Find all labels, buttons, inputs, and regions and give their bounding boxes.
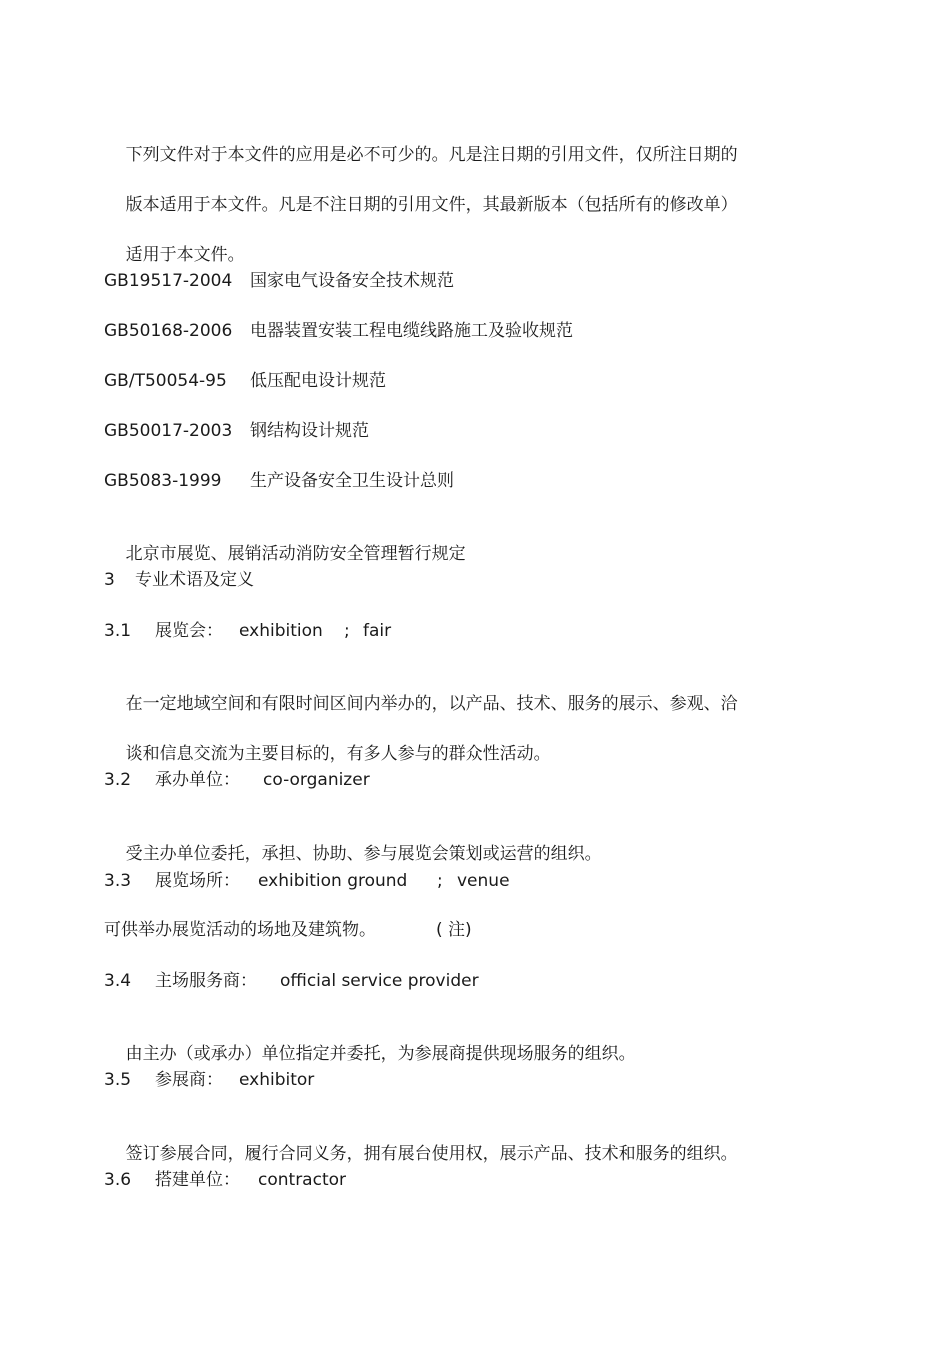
paragraph-text: 适用于本文件。 <box>125 245 245 265</box>
standard-code: GB50168-2006 <box>104 321 233 341</box>
term-heading <box>104 768 370 792</box>
standard-row <box>104 469 454 493</box>
paragraph-text: 谈和信息交流为主要目标的，有多人参与的群众性活动。 <box>125 744 551 764</box>
term-heading <box>104 1168 346 1192</box>
term-name: 承办单位： <box>155 770 240 790</box>
term-heading <box>104 619 392 643</box>
paragraph-text: 北京市展览、展销活动消防安全管理暂行规定 <box>125 544 466 564</box>
standard-title: 国家电气设备安全技术规范 <box>250 271 454 291</box>
paragraph-text: 由主办（或承办）单位指定并委托，为参展商提供现场服务的组织。 <box>125 1044 636 1064</box>
term-definition-line <box>104 818 602 864</box>
standard-title: 钢结构设计规范 <box>250 421 369 441</box>
standard-title: 电器装置安装工程电缆线路施工及验收规范 <box>250 321 573 341</box>
term-heading <box>104 869 510 893</box>
standard-code: GB5083-1999 <box>104 471 222 491</box>
term-heading <box>104 1068 315 1092</box>
paragraph-text: 在一定地域空间和有限时间区间内举办的，以产品、技术、服务的展示、参观、洽 <box>125 694 738 714</box>
regulation-line <box>104 518 466 564</box>
standard-title: 生产设备安全卫生设计总则 <box>250 471 454 491</box>
term-definition-line <box>104 668 738 714</box>
standard-code: GB19517-2004 <box>104 271 233 291</box>
note-marker: ( 注) <box>436 920 472 940</box>
term-heading <box>104 969 479 993</box>
standard-row <box>104 419 369 443</box>
term-english: official service provider <box>280 971 479 991</box>
term-definition-line <box>104 918 472 942</box>
term-separator: ; <box>437 871 443 891</box>
section-title: 专业术语及定义 <box>135 570 254 590</box>
paragraph-text: 可供举办展览活动的场地及建筑物。 <box>104 920 376 940</box>
term-name: 展览场所： <box>155 871 240 891</box>
paragraph-text: 受主办单位委托，承担、协助、参与展览会策划或运营的组织。 <box>125 844 602 864</box>
intro-line-3 <box>104 219 245 265</box>
term-number: 3.5 <box>104 1070 132 1090</box>
standard-row <box>104 319 573 343</box>
term-number: 3.2 <box>104 770 132 790</box>
term-english: exhibition <box>239 621 323 641</box>
term-definition-line <box>104 718 551 764</box>
term-english: co-organizer <box>263 770 370 790</box>
standard-title: 低压配电设计规范 <box>250 371 386 391</box>
paragraph-text: 签订参展合同，履行合同义务，拥有展台使用权，展示产品、技术和服务的组织。 <box>125 1144 738 1164</box>
term-english-alt: fair <box>363 621 392 641</box>
paragraph-text: 版本适用于本文件。凡是不注日期的引用文件，其最新版本（包括所有的修改单） <box>125 195 738 215</box>
intro-line-1 <box>104 119 738 165</box>
intro-line-2 <box>104 169 738 215</box>
term-number: 3.6 <box>104 1170 132 1190</box>
term-number: 3.3 <box>104 871 132 891</box>
standard-row <box>104 269 454 293</box>
term-name: 展览会： <box>155 621 223 641</box>
standard-row <box>104 369 386 393</box>
standard-code: GB50017-2003 <box>104 421 233 441</box>
paragraph-text: 下列文件对于本文件的应用是必不可少的。凡是注日期的引用文件，仅所注日期的 <box>125 145 738 165</box>
term-separator: ; <box>344 621 350 641</box>
term-number: 3.4 <box>104 971 132 991</box>
term-english-alt: venue <box>457 871 510 891</box>
term-name: 搭建单位： <box>155 1170 240 1190</box>
term-english: exhibition ground <box>258 871 408 891</box>
term-english: contractor <box>258 1170 346 1190</box>
term-name: 主场服务商： <box>155 971 257 991</box>
term-number: 3.1 <box>104 621 132 641</box>
term-english: exhibitor <box>239 1070 315 1090</box>
standard-code: GB/T50054-95 <box>104 371 227 391</box>
term-name: 参展商： <box>155 1070 223 1090</box>
section-heading <box>104 568 254 592</box>
term-definition-line <box>104 1118 738 1164</box>
term-definition-line <box>104 1018 636 1064</box>
section-number: 3 <box>104 570 115 590</box>
